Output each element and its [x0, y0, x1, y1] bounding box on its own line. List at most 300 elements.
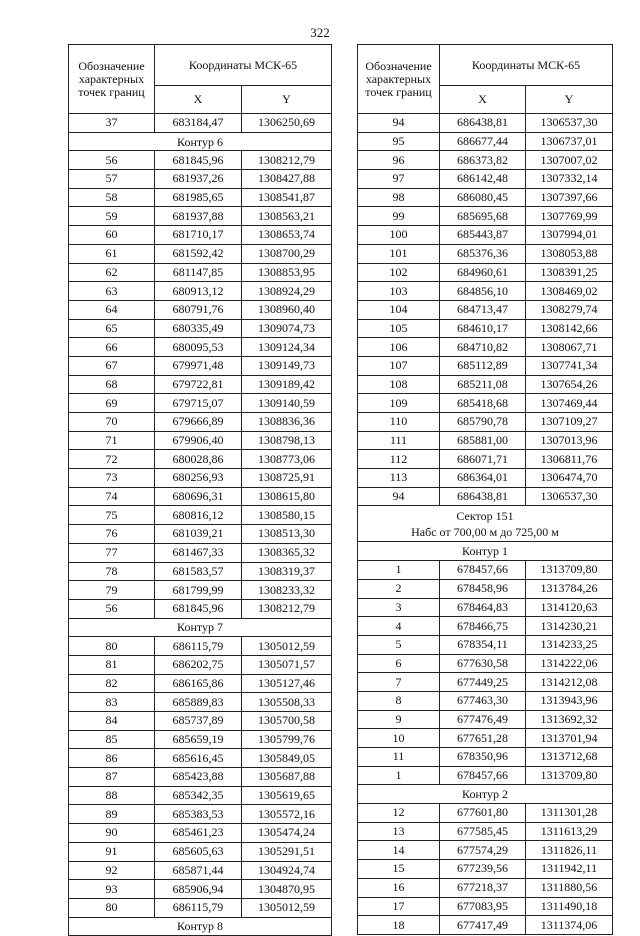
x-coordinate-cell: 684610,17	[440, 319, 526, 338]
x-coordinate-cell: 677449,25	[440, 673, 526, 692]
y-coordinate-cell: 1307109,27	[526, 413, 613, 432]
x-coordinate-cell: 686373,82	[440, 151, 526, 170]
header-y: Y	[526, 86, 613, 114]
table-row	[69, 712, 332, 731]
point-number-cell: 106	[358, 338, 440, 357]
header-point-designation: Обозначение характерных точек границ	[69, 45, 155, 114]
point-number-cell: 2	[358, 579, 440, 598]
table-row	[358, 244, 613, 263]
x-coordinate-cell: 686364,01	[440, 469, 526, 488]
point-number-cell: 89	[69, 805, 155, 824]
point-number-cell: 105	[358, 319, 440, 338]
table-body	[69, 114, 332, 936]
x-coordinate-cell: 685342,35	[155, 786, 242, 805]
point-number-cell: 68	[69, 375, 155, 394]
y-coordinate-cell: 1313943,96	[526, 691, 613, 710]
point-number-cell: 91	[69, 842, 155, 861]
table-row	[358, 673, 613, 692]
table-row	[69, 637, 332, 656]
point-number-cell: 1	[358, 766, 440, 785]
y-coordinate-cell: 1305012,59	[242, 898, 332, 917]
x-coordinate-cell: 680028,86	[155, 450, 242, 469]
y-coordinate-cell: 1309140,59	[242, 394, 332, 413]
y-coordinate-cell: 1308615,80	[242, 487, 332, 506]
y-coordinate-cell: 1308563,21	[242, 207, 332, 226]
y-coordinate-cell: 1308212,79	[242, 151, 332, 170]
point-number-cell: 61	[69, 244, 155, 263]
table-row	[358, 356, 613, 375]
table-row	[358, 338, 613, 357]
x-coordinate-cell: 678354,11	[440, 635, 526, 654]
section-row	[69, 618, 332, 637]
point-number-cell: 3	[358, 598, 440, 617]
table-row	[69, 543, 332, 562]
y-coordinate-cell: 1307769,99	[526, 207, 613, 226]
y-coordinate-cell: 1305700,58	[242, 712, 332, 731]
point-number-cell: 82	[69, 674, 155, 693]
point-number-cell: 86	[69, 749, 155, 768]
x-coordinate-cell: 685906,94	[155, 880, 242, 899]
point-number-cell: 77	[69, 543, 155, 562]
x-coordinate-cell: 681985,65	[155, 188, 242, 207]
x-coordinate-cell: 681039,21	[155, 525, 242, 544]
y-coordinate-cell: 1311826,11	[526, 841, 613, 860]
point-number-cell: 108	[358, 375, 440, 394]
y-coordinate-cell: 1306737,01	[526, 132, 613, 151]
point-number-cell: 95	[358, 132, 440, 151]
x-coordinate-cell: 678458,96	[440, 579, 526, 598]
table-row	[358, 897, 613, 916]
point-number-cell: 57	[69, 170, 155, 189]
table-row	[69, 469, 332, 488]
x-coordinate-cell: 685423,88	[155, 768, 242, 787]
x-coordinate-cell: 685443,87	[440, 226, 526, 245]
x-coordinate-cell: 681845,96	[155, 151, 242, 170]
x-coordinate-cell: 685790,78	[440, 413, 526, 432]
table-row	[69, 786, 332, 805]
point-number-cell: 14	[358, 841, 440, 860]
y-coordinate-cell: 1308853,95	[242, 263, 332, 282]
table-row	[69, 356, 332, 375]
point-number-cell: 5	[358, 635, 440, 654]
point-number-cell: 81	[69, 655, 155, 674]
y-coordinate-cell: 1311374,06	[526, 916, 613, 935]
table-row	[69, 431, 332, 450]
table-row	[69, 730, 332, 749]
table-row	[358, 822, 613, 841]
y-coordinate-cell: 1305071,57	[242, 655, 332, 674]
point-number-cell: 64	[69, 300, 155, 319]
y-coordinate-cell: 1308469,02	[526, 282, 613, 301]
y-coordinate-cell: 1305619,65	[242, 786, 332, 805]
y-coordinate-cell: 1305474,24	[242, 824, 332, 843]
table-row	[358, 617, 613, 636]
y-coordinate-cell: 1308365,32	[242, 543, 332, 562]
point-number-cell: 62	[69, 263, 155, 282]
y-coordinate-cell: 1309149,73	[242, 356, 332, 375]
y-coordinate-cell: 1313784,26	[526, 579, 613, 598]
y-coordinate-cell: 1308773,06	[242, 450, 332, 469]
x-coordinate-cell: 680095,53	[155, 338, 242, 357]
y-coordinate-cell: 1311301,28	[526, 804, 613, 823]
page-number: 322	[310, 25, 330, 40]
point-number-cell: 1	[358, 561, 440, 580]
y-coordinate-cell: 1308653,74	[242, 226, 332, 245]
x-coordinate-cell: 679715,07	[155, 394, 242, 413]
x-coordinate-cell: 681845,96	[155, 599, 242, 618]
table-row	[69, 880, 332, 899]
table-row	[358, 691, 613, 710]
point-number-cell: 100	[358, 226, 440, 245]
coordinates-table-left	[68, 44, 332, 936]
x-coordinate-cell: 685112,89	[440, 356, 526, 375]
x-coordinate-cell: 680696,31	[155, 487, 242, 506]
x-coordinate-cell: 677574,29	[440, 841, 526, 860]
point-number-cell: 63	[69, 282, 155, 301]
section-title: Контур 8	[69, 917, 332, 936]
y-coordinate-cell: 1307654,26	[526, 375, 613, 394]
table-row	[358, 469, 613, 488]
y-coordinate-cell: 1307469,44	[526, 394, 613, 413]
table-row	[69, 824, 332, 843]
x-coordinate-cell: 686115,79	[155, 637, 242, 656]
y-coordinate-cell: 1308391,25	[526, 263, 613, 282]
point-number-cell: 7	[358, 673, 440, 692]
x-coordinate-cell: 686071,71	[440, 450, 526, 469]
y-coordinate-cell: 1308053,88	[526, 244, 613, 263]
section-row	[358, 506, 613, 542]
table-row	[69, 693, 332, 712]
point-number-cell: 60	[69, 226, 155, 245]
x-coordinate-cell: 677083,95	[440, 897, 526, 916]
point-number-cell: 80	[69, 637, 155, 656]
point-number-cell: 92	[69, 861, 155, 880]
x-coordinate-cell: 683184,47	[155, 114, 242, 133]
x-coordinate-cell: 685211,08	[440, 375, 526, 394]
x-coordinate-cell: 686677,44	[440, 132, 526, 151]
table-row	[69, 413, 332, 432]
y-coordinate-cell: 1311490,18	[526, 897, 613, 916]
point-number-cell: 10	[358, 729, 440, 748]
point-number-cell: 75	[69, 506, 155, 525]
x-coordinate-cell: 679722,81	[155, 375, 242, 394]
point-number-cell: 113	[358, 469, 440, 488]
header-coordinates: Координаты МСК-65	[155, 45, 332, 86]
x-coordinate-cell: 684960,61	[440, 263, 526, 282]
table-row	[69, 207, 332, 226]
point-number-cell: 56	[69, 151, 155, 170]
table-row	[69, 319, 332, 338]
x-coordinate-cell: 681799,99	[155, 581, 242, 600]
point-number-cell: 80	[69, 898, 155, 917]
table-row	[69, 244, 332, 263]
point-number-cell: 58	[69, 188, 155, 207]
y-coordinate-cell: 1314233,25	[526, 635, 613, 654]
table-row	[69, 805, 332, 824]
y-coordinate-cell: 1313712,68	[526, 748, 613, 767]
y-coordinate-cell: 1311880,56	[526, 878, 613, 897]
y-coordinate-cell: 1308580,15	[242, 506, 332, 525]
table-row	[358, 635, 613, 654]
table-row	[69, 375, 332, 394]
section-row	[358, 785, 613, 804]
point-number-cell: 104	[358, 300, 440, 319]
y-coordinate-cell: 1305012,59	[242, 637, 332, 656]
table-row	[69, 300, 332, 319]
section-title: Контур 7	[69, 618, 332, 637]
point-number-cell: 94	[358, 487, 440, 506]
table-row	[69, 188, 332, 207]
table-row	[358, 654, 613, 673]
table-row	[69, 394, 332, 413]
point-number-cell: 72	[69, 450, 155, 469]
table-row	[358, 841, 613, 860]
y-coordinate-cell: 1308836,36	[242, 413, 332, 432]
y-coordinate-cell: 1305687,88	[242, 768, 332, 787]
x-coordinate-cell: 681937,88	[155, 207, 242, 226]
table-row	[69, 525, 332, 544]
table-row	[358, 450, 613, 469]
x-coordinate-cell: 685616,45	[155, 749, 242, 768]
table-row	[358, 394, 613, 413]
table-row	[358, 319, 613, 338]
x-coordinate-cell: 680913,12	[155, 282, 242, 301]
table-row	[358, 431, 613, 450]
x-coordinate-cell: 680335,49	[155, 319, 242, 338]
x-coordinate-cell: 680791,76	[155, 300, 242, 319]
table-row	[69, 655, 332, 674]
x-coordinate-cell: 681147,85	[155, 263, 242, 282]
point-number-cell: 65	[69, 319, 155, 338]
x-coordinate-cell: 681937,26	[155, 170, 242, 189]
x-coordinate-cell: 685737,89	[155, 712, 242, 731]
table-row	[358, 860, 613, 879]
x-coordinate-cell: 677417,49	[440, 916, 526, 935]
point-number-cell: 71	[69, 431, 155, 450]
table-row	[69, 562, 332, 581]
point-number-cell: 107	[358, 356, 440, 375]
table-row	[69, 506, 332, 525]
y-coordinate-cell: 1313709,80	[526, 766, 613, 785]
point-number-cell: 96	[358, 151, 440, 170]
table-row	[69, 487, 332, 506]
x-coordinate-cell: 685605,63	[155, 842, 242, 861]
table-row	[358, 413, 613, 432]
table-row	[69, 749, 332, 768]
y-coordinate-cell: 1311942,11	[526, 860, 613, 879]
table-row	[69, 842, 332, 861]
point-number-cell: 79	[69, 581, 155, 600]
header-y: Y	[242, 86, 332, 114]
table-row	[69, 599, 332, 618]
x-coordinate-cell: 677630,58	[440, 654, 526, 673]
point-number-cell: 74	[69, 487, 155, 506]
y-coordinate-cell: 1314230,21	[526, 617, 613, 636]
x-coordinate-cell: 677463,30	[440, 691, 526, 710]
x-coordinate-cell: 684856,10	[440, 282, 526, 301]
y-coordinate-cell: 1313701,94	[526, 729, 613, 748]
x-coordinate-cell: 677601,80	[440, 804, 526, 823]
x-coordinate-cell: 686165,86	[155, 674, 242, 693]
x-coordinate-cell: 677218,37	[440, 878, 526, 897]
point-number-cell: 97	[358, 170, 440, 189]
table-row	[358, 748, 613, 767]
y-coordinate-cell: 1308960,40	[242, 300, 332, 319]
section-title: Контур 1	[358, 542, 613, 561]
x-coordinate-cell: 677651,28	[440, 729, 526, 748]
table-row	[358, 804, 613, 823]
table-row	[69, 674, 332, 693]
table-row	[358, 561, 613, 580]
coordinates-table-right	[357, 44, 613, 935]
point-number-cell: 56	[69, 599, 155, 618]
table-row	[69, 151, 332, 170]
x-coordinate-cell: 681583,57	[155, 562, 242, 581]
x-coordinate-cell: 685695,68	[440, 207, 526, 226]
point-number-cell: 110	[358, 413, 440, 432]
point-number-cell: 98	[358, 188, 440, 207]
table-row	[358, 151, 613, 170]
point-number-cell: 37	[69, 114, 155, 133]
y-coordinate-cell: 1308212,79	[242, 599, 332, 618]
y-coordinate-cell: 1308798,13	[242, 431, 332, 450]
table-row	[69, 263, 332, 282]
point-number-cell: 69	[69, 394, 155, 413]
point-number-cell: 6	[358, 654, 440, 673]
y-coordinate-cell: 1309189,42	[242, 375, 332, 394]
point-number-cell: 9	[358, 710, 440, 729]
y-coordinate-cell: 1304870,95	[242, 880, 332, 899]
x-coordinate-cell: 685881,00	[440, 431, 526, 450]
point-number-cell: 112	[358, 450, 440, 469]
section-title: Контур 6	[69, 132, 332, 151]
point-number-cell: 94	[358, 114, 440, 133]
x-coordinate-cell: 685659,19	[155, 730, 242, 749]
table-row	[69, 898, 332, 917]
section-row	[69, 917, 332, 936]
header-x: X	[440, 86, 526, 114]
x-coordinate-cell: 685418,68	[440, 394, 526, 413]
y-coordinate-cell: 1309074,73	[242, 319, 332, 338]
y-coordinate-cell: 1306537,30	[526, 487, 613, 506]
point-number-cell: 103	[358, 282, 440, 301]
point-number-cell: 66	[69, 338, 155, 357]
point-number-cell: 99	[358, 207, 440, 226]
x-coordinate-cell: 681710,17	[155, 226, 242, 245]
table-row	[358, 263, 613, 282]
x-coordinate-cell: 684710,82	[440, 338, 526, 357]
point-number-cell: 12	[358, 804, 440, 823]
point-number-cell: 8	[358, 691, 440, 710]
x-coordinate-cell: 678466,75	[440, 617, 526, 636]
x-coordinate-cell: 680256,93	[155, 469, 242, 488]
y-coordinate-cell: 1308067,71	[526, 338, 613, 357]
x-coordinate-cell: 679666,89	[155, 413, 242, 432]
point-number-cell: 16	[358, 878, 440, 897]
table-row	[358, 132, 613, 151]
y-coordinate-cell: 1308233,32	[242, 581, 332, 600]
y-coordinate-cell: 1308541,87	[242, 188, 332, 207]
x-coordinate-cell: 677239,56	[440, 860, 526, 879]
table-row	[358, 375, 613, 394]
y-coordinate-cell: 1305572,16	[242, 805, 332, 824]
point-number-cell: 102	[358, 263, 440, 282]
header-point-designation: Обозначение характерных точек границ	[358, 45, 440, 114]
point-number-cell: 4	[358, 617, 440, 636]
y-coordinate-cell: 1305508,33	[242, 693, 332, 712]
y-coordinate-cell: 1304924,74	[242, 861, 332, 880]
table-row	[69, 114, 332, 133]
table-row	[358, 766, 613, 785]
point-number-cell: 18	[358, 916, 440, 935]
point-number-cell: 93	[69, 880, 155, 899]
table-row	[358, 579, 613, 598]
section-row	[358, 542, 613, 561]
table-row	[358, 710, 613, 729]
table-row	[69, 282, 332, 301]
point-number-cell: 84	[69, 712, 155, 731]
x-coordinate-cell: 679906,40	[155, 431, 242, 450]
point-number-cell: 78	[69, 562, 155, 581]
table-row	[69, 170, 332, 189]
x-coordinate-cell: 686080,45	[440, 188, 526, 207]
point-number-cell: 13	[358, 822, 440, 841]
x-coordinate-cell: 679971,48	[155, 356, 242, 375]
y-coordinate-cell: 1313709,80	[526, 561, 613, 580]
section-row	[69, 132, 332, 151]
x-coordinate-cell: 686438,81	[440, 114, 526, 133]
x-coordinate-cell: 681467,33	[155, 543, 242, 562]
y-coordinate-cell: 1305291,51	[242, 842, 332, 861]
y-coordinate-cell: 1307007,02	[526, 151, 613, 170]
point-number-cell: 90	[69, 824, 155, 843]
y-coordinate-cell: 1308700,29	[242, 244, 332, 263]
table-row	[358, 170, 613, 189]
y-coordinate-cell: 1308319,37	[242, 562, 332, 581]
y-coordinate-cell: 1307332,14	[526, 170, 613, 189]
y-coordinate-cell: 1314222,06	[526, 654, 613, 673]
x-coordinate-cell: 677476,49	[440, 710, 526, 729]
table-row	[69, 768, 332, 787]
table-row	[358, 598, 613, 617]
y-coordinate-cell: 1314120,63	[526, 598, 613, 617]
y-coordinate-cell: 1307741,34	[526, 356, 613, 375]
point-number-cell: 101	[358, 244, 440, 263]
table-row	[358, 226, 613, 245]
x-coordinate-cell: 685461,23	[155, 824, 242, 843]
y-coordinate-cell: 1308924,29	[242, 282, 332, 301]
table-row	[358, 282, 613, 301]
x-coordinate-cell: 684713,47	[440, 300, 526, 319]
y-coordinate-cell: 1313692,32	[526, 710, 613, 729]
y-coordinate-cell: 1307013,96	[526, 431, 613, 450]
table-row	[358, 207, 613, 226]
point-number-cell: 15	[358, 860, 440, 879]
x-coordinate-cell: 678350,96	[440, 748, 526, 767]
x-coordinate-cell: 678457,66	[440, 561, 526, 580]
point-number-cell: 59	[69, 207, 155, 226]
table-row	[69, 861, 332, 880]
y-coordinate-cell: 1314212,08	[526, 673, 613, 692]
x-coordinate-cell: 685871,44	[155, 861, 242, 880]
y-coordinate-cell: 1305127,46	[242, 674, 332, 693]
table-row	[358, 729, 613, 748]
point-number-cell: 109	[358, 394, 440, 413]
y-coordinate-cell: 1307994,01	[526, 226, 613, 245]
y-coordinate-cell: 1306811,76	[526, 450, 613, 469]
x-coordinate-cell: 686115,79	[155, 898, 242, 917]
x-coordinate-cell: 685383,53	[155, 805, 242, 824]
